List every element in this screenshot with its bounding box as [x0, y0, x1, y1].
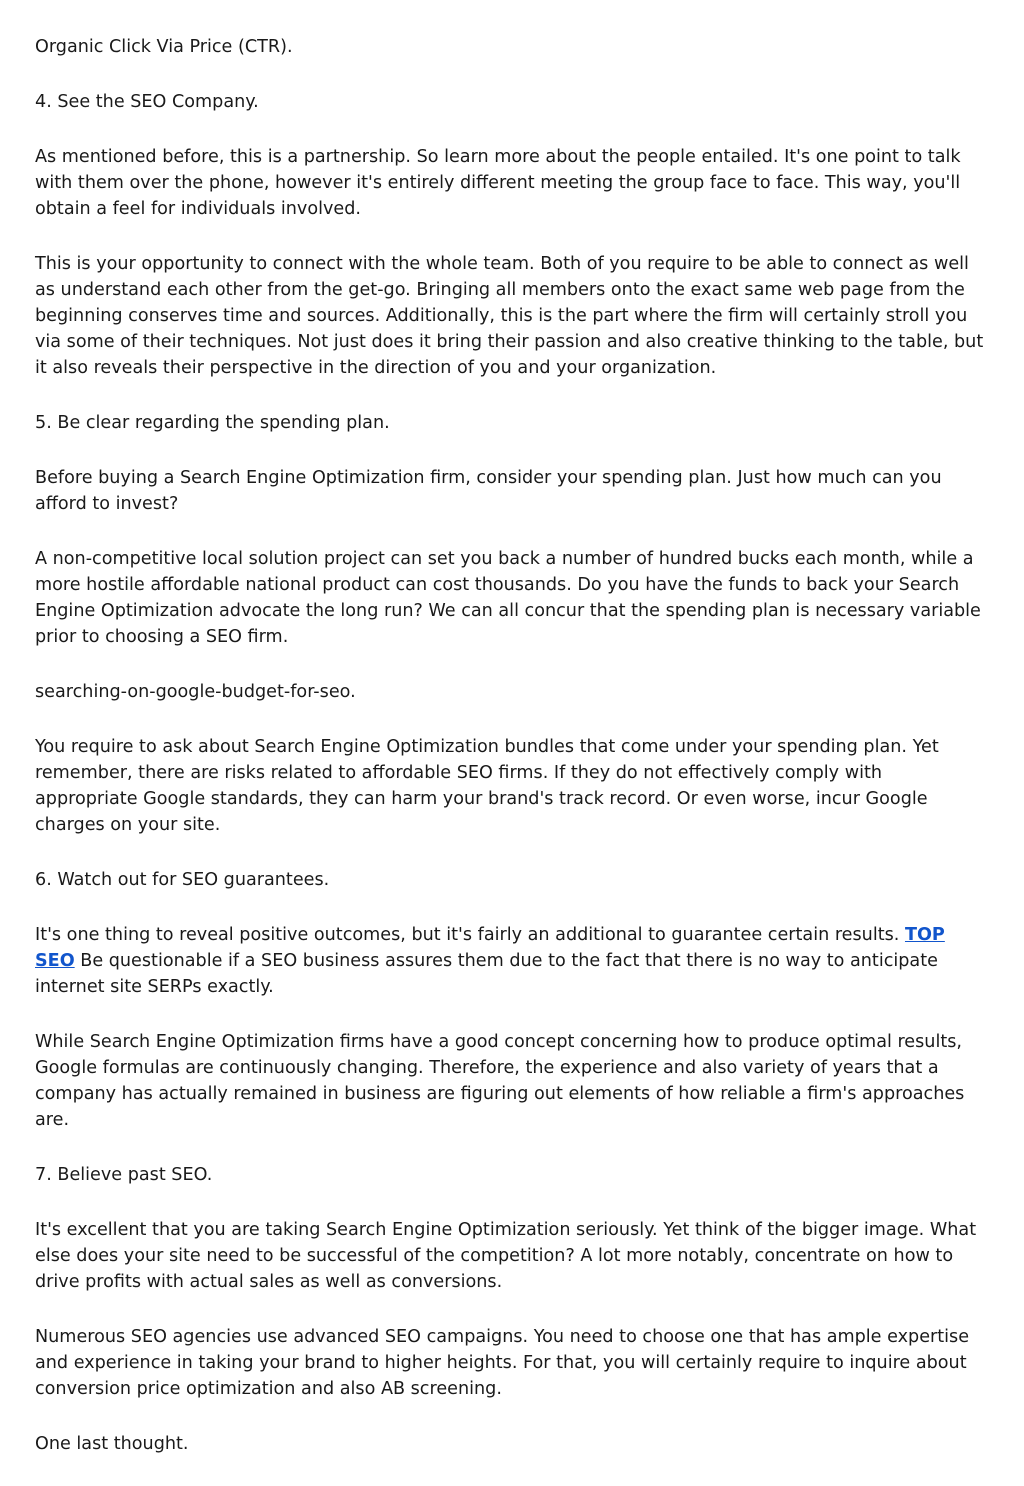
section-heading: 5. Be clear regarding the spending plan.	[35, 413, 390, 433]
document-body	[35, 34, 985, 1486]
paragraph: Numerous SEO agencies use advanced SEO campaigns. You need to choose one that has ample expertise and experience in taking your brand to higher heights. For that, you will certainly require to inquire about conversion price optimization and also AB screening.	[35, 1327, 970, 1399]
paragraph: While Search Engine Optimization firms have a good concept concerning how to produce optimal results, Google formulas are continuously changing. Therefore, the experience and also variety of years that a company has actually remained in business are figuring out elements of how reliable a firm's approaches are.	[35, 1032, 965, 1130]
paragraph: Before buying a Search Engine Optimization firm, consider your spending plan. Just how much can you afford to invest?	[35, 468, 942, 514]
paragraph: One last thought.	[35, 1434, 189, 1454]
paragraph: As mentioned before, this is a partnership. So learn more about the people entailed. It's one point to talk with them over the phone, however it's entirely different meeting the group face to face. This way, you'll obtain a feel for individuals involved.	[35, 147, 961, 219]
paragraph: Organic Click Via Price (CTR).	[35, 37, 293, 57]
paragraph: You require to ask about Search Engine Optimization bundles that come under your spending plan. Yet remember, there are risks related to affordable SEO firms. If they do not effectively comply with appropriate Google standards, they can harm your brand's track record. Or even worse, incur Google charges on your site.	[35, 737, 939, 835]
section-heading: 7. Believe past SEO.	[35, 1165, 213, 1185]
section-heading: 4. See the SEO Company.	[35, 92, 259, 112]
paragraph: This is your opportunity to connect with the whole team. Both of you require to be able to connect as well as understand each other from the get-go. Bringing all members onto the exact same web page from the beginning conserves time and sources. Additionally, this is the part where the firm will certainly stroll you via some of their techniques. Not just does it bring their passion and also creative thinking to the table, but it also reveals their perspective in the direction of you and your organization.	[35, 254, 984, 378]
paragraph: searching-on-google-budget-for-seo.	[35, 682, 356, 702]
paragraph-text-after-link: Be questionable if a SEO business assures them due to the fact that there is no way to anticipate internet site SERPs exactly.	[35, 951, 938, 997]
paragraph: A non-competitive local solution project can set you back a number of hundred bucks each month, while a more hostile affordable national product can cost thousands. Do you have the funds to back your Search Engine Optimization advocate the long run? We can all concur that the spending plan is necessary variable prior to choosing a SEO firm.	[35, 549, 981, 647]
section-heading: 6. Watch out for SEO guarantees.	[35, 870, 330, 890]
top-seo-link[interactable]: TOP SEO	[35, 925, 945, 971]
paragraph-with-link	[35, 922, 985, 1000]
paragraph: It's excellent that you are taking Search Engine Optimization seriously. Yet think of the bigger image. What else does your site need to be successful of the competition? A lot more notably, concentrate on how to drive profits with actual sales as well as conversions.	[35, 1220, 977, 1292]
paragraph-text-before-link: It's one thing to reveal positive outcomes, but it's fairly an additional to guarantee certain results.	[35, 925, 905, 945]
